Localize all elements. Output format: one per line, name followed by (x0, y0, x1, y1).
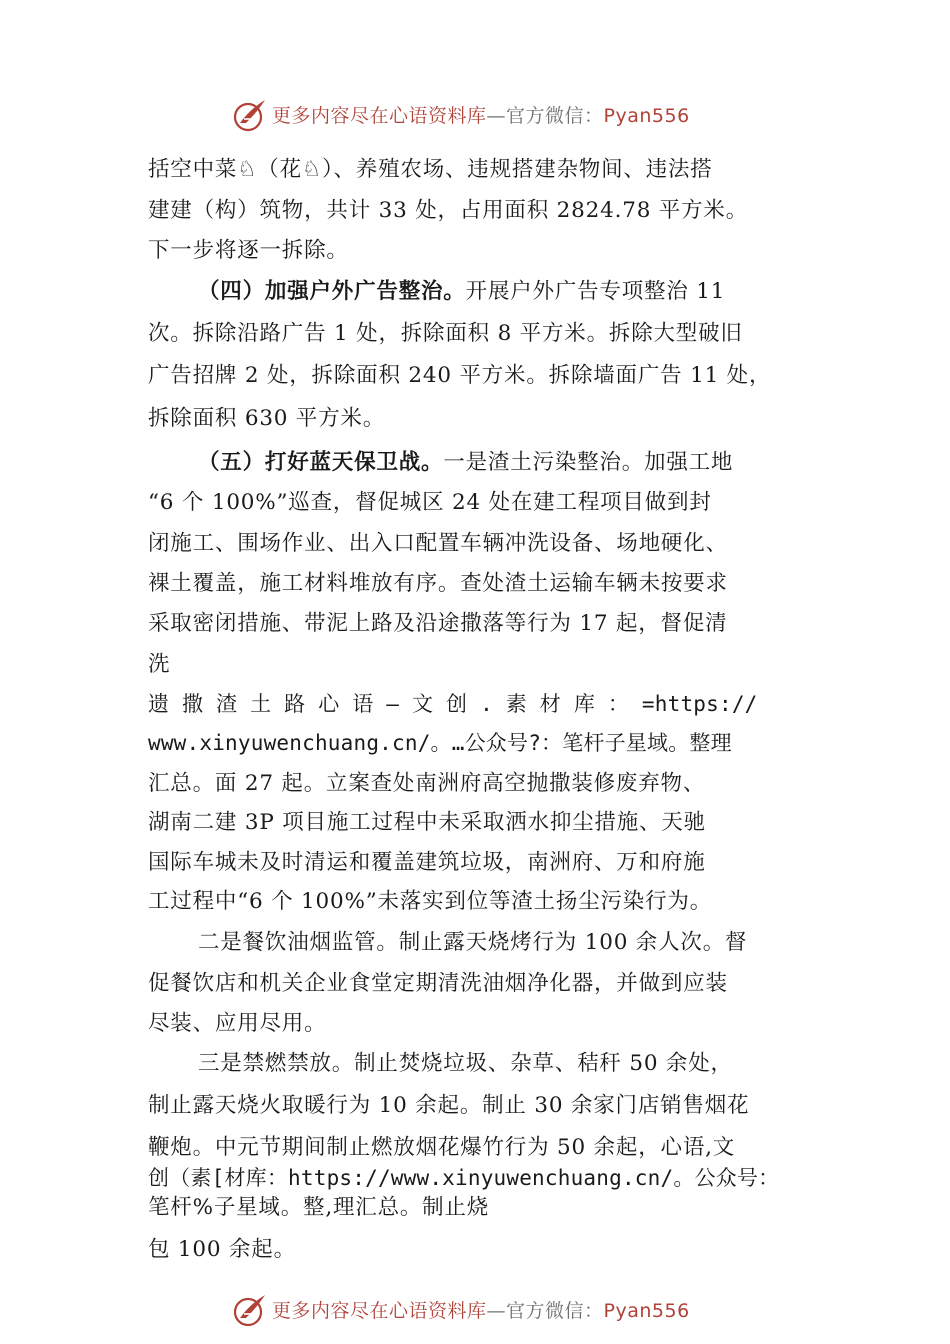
body-line: 制止露天烧火取暖行为 10 余起。制止 30 余家门店销售烟花 (148, 1093, 750, 1118)
body-line: 闭施工、围场作业、出入口配置车辆冲洗设备、场地硬化、 (148, 531, 728, 556)
body-line: “6 个 100%”巡查，督促城区 24 处在建工程项目做到封 (148, 490, 712, 515)
body-line: 次。拆除沿路广告 1 处，拆除面积 8 平方米。拆除大型破旧 (148, 321, 743, 346)
body-line: 汇总。面 27 起。立案查处南洲府高空抛撒装修废弃物、 (148, 771, 706, 796)
body-line: 遗 撒 渣 土 路 心 语 — 文 创 . 素 材 库 ： =https:// (148, 692, 758, 716)
body-line: 国际车城未及时清运和覆盖建筑垃圾，南洲府、万和府施 (148, 850, 706, 875)
header-text (272, 101, 690, 128)
body-line: 拆除面积 630 平方米。 (148, 406, 386, 431)
body-line: 洗 (148, 652, 171, 677)
body-line: 笔杆%子星域。整,理汇总。制止烧 (148, 1195, 490, 1220)
body-line: 工过程中“6 个 100%”未落实到位等渣土扬尘污染行为。 (148, 889, 712, 914)
body-line: 鞭炮。中元节期间制止燃放烟花爆竹行为 50 余起，心语,文 (148, 1135, 736, 1160)
header-dash-text: —官方微信： (486, 105, 604, 127)
section-5-line (198, 445, 733, 476)
quill-logo-icon (232, 97, 268, 133)
body-line: 促餐饮店和机关企业食堂定期清洗油烟净化器，并做到应装 (148, 971, 728, 996)
footer-text (272, 1296, 690, 1323)
section-4-heading: （四）加强户外广告整治。 (198, 279, 466, 304)
body-line: 裸土覆盖，施工材料堆放有序。查处渣土运输车辆未按要求 (148, 571, 728, 596)
body-line: 创（素[材库：https://www.xinyuwenchuang.cn/。公众号： (148, 1166, 780, 1190)
body-line: 尽装、应用尽用。 (148, 1011, 327, 1036)
body-line: 广告招牌 2 处，拆除面积 240 平方米。拆除墙面广告 11 处， (148, 363, 772, 388)
footer-banner (0, 1290, 950, 1330)
header-main-text: 更多内容尽在心语资料库 (272, 105, 487, 127)
body-line: 下一步将逐一拆除。 (148, 238, 349, 263)
section-4-line (198, 274, 725, 305)
body-line: 包 100 余起。 (148, 1237, 296, 1262)
body-line: 二是餐饮油烟监管。制止露天烧烤行为 100 余人次。督 (198, 930, 748, 955)
section-5-heading: （五）打好蓝天保卫战。 (198, 450, 444, 475)
body-line: 括空中菜♘（花♘）、养殖农场、违规搭建杂物间、违法搭 (148, 157, 713, 182)
body-line: 湖南二建 3P 项目施工过程中未采取洒水抑尘措施、天驰 (148, 810, 706, 835)
footer-dash-text: —官方微信： (486, 1300, 604, 1322)
footer-wechat-id: Pyan556 (603, 1300, 690, 1322)
body-line: www.xinyuwenchuang.cn/。…公众号?：笔杆子星域。整理 (148, 731, 732, 755)
header-wechat-id: Pyan556 (603, 105, 690, 127)
body-line: 三是禁燃禁放。制止焚烧垃圾、杂草、秸秆 50 余处， (198, 1051, 733, 1076)
quill-logo-icon (232, 1292, 268, 1328)
body-line: 开展户外广告专项整治 11 (465, 279, 726, 304)
header-banner (0, 95, 950, 135)
footer-main-text: 更多内容尽在心语资料库 (272, 1300, 487, 1322)
body-line: 建建（构）筑物，共计 33 处，占用面积 2824.78 平方米。 (148, 198, 749, 223)
body-line: 采取密闭措施、带泥上路及沿途撒落等行为 17 起，督促清 (148, 611, 728, 636)
body-line: 一是渣土污染整治。加强工地 (443, 450, 734, 475)
